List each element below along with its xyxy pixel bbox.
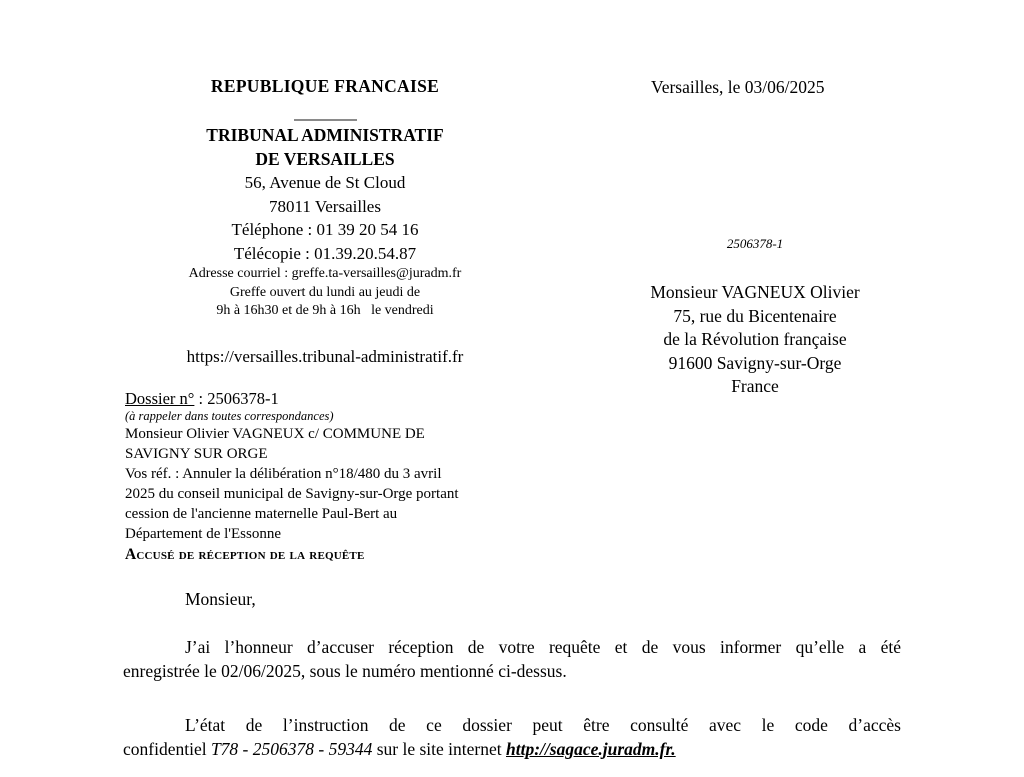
- court-name-line2: DE VERSAILLES: [255, 149, 395, 169]
- your-ref-line2: 2025 du conseil municipal de Savigny-sur-Orge portant: [125, 486, 459, 502]
- court-hours-line1: Greffe ouvert du lundi au jeudi de: [229, 284, 421, 300]
- dossier-label: Dossier n°: [125, 389, 195, 408]
- body-paragraph-2: [123, 714, 901, 761]
- recipient-city: 91600 Savigny-sur-Orge: [668, 352, 842, 373]
- paragraph1-line1: J’ai l’honneur d’accuser réception de votre requête et de vous informer qu’elle a été: [185, 637, 901, 657]
- court-fax: Télécopie : 01.39.20.54.87: [233, 243, 417, 263]
- paragraph2-middle: sur le site internet: [372, 738, 506, 759]
- your-ref-line1: Vos réf. : Annuler la délibération n°18/480 du 3 avril: [125, 466, 442, 482]
- recipient-street2: de la Révolution française: [663, 329, 847, 349]
- court-city: 78011 Versailles: [269, 196, 381, 216]
- reference-number: 2506378-1: [726, 236, 784, 251]
- republic-title: REPUBLIQUE FRANCAISE: [210, 76, 440, 96]
- dossier-number-line: [125, 388, 529, 409]
- court-email: Adresse courriel : greffe.ta-versailles@juradm.fr: [188, 266, 462, 281]
- paragraph2-prefix: confidentiel: [123, 738, 211, 759]
- case-parties-line2: SAVIGNY SUR ORGE: [125, 446, 268, 462]
- paragraph2-line1: L’état de l’instruction de ce dossier peut être consulté avec le code d’accès: [185, 715, 901, 735]
- case-parties-line1: Monsieur Olivier VAGNEUX c/ COMMUNE DE: [125, 426, 425, 442]
- dossier-note: (à rappeler dans toutes correspondances): [125, 409, 334, 423]
- court-street: 56, Avenue de St Cloud: [244, 173, 406, 192]
- dossier-block: [125, 388, 529, 563]
- your-ref-line3: cession de l'ancienne maternelle Paul-Bert au: [125, 506, 398, 522]
- recipient-name: Monsieur VAGNEUX Olivier: [650, 282, 860, 302]
- sagace-link[interactable]: http://sagace.juradm.fr.: [506, 738, 676, 759]
- court-phone: Téléphone : 01 39 20 54 16: [231, 220, 419, 239]
- salutation: Monsieur,: [185, 589, 256, 609]
- recipient-address-block: [610, 281, 900, 399]
- dossier-number: 2506378-1: [207, 389, 279, 408]
- letter-date: Versailles, le 03/06/2025: [651, 77, 825, 97]
- letter-subject: Accusé de réception de la requête: [125, 546, 365, 563]
- paragraph1-line2: enregistrée le 02/06/2025, sous le numéro mentionné ci-dessus.: [123, 660, 567, 681]
- court-website-url: https://versailles.tribunal-administratif.fr: [186, 346, 464, 366]
- separator-rule: [294, 119, 357, 121]
- sender-block: [123, 76, 527, 367]
- recipient-country: France: [731, 376, 779, 396]
- paragraph2-line2: [123, 738, 901, 762]
- your-ref-line4: Département de l'Essonne: [125, 526, 281, 542]
- dossier-separator: :: [194, 389, 208, 408]
- access-code: T78 - 2506378 - 59344: [210, 738, 373, 759]
- body-paragraph-1: [123, 636, 901, 683]
- court-name-line1: TRIBUNAL ADMINISTRATIF: [206, 125, 444, 145]
- court-hours-line2: 9h à 16h30 et de 9h à 16h le vendredi: [216, 303, 434, 318]
- recipient-street: 75, rue du Bicentenaire: [673, 305, 837, 326]
